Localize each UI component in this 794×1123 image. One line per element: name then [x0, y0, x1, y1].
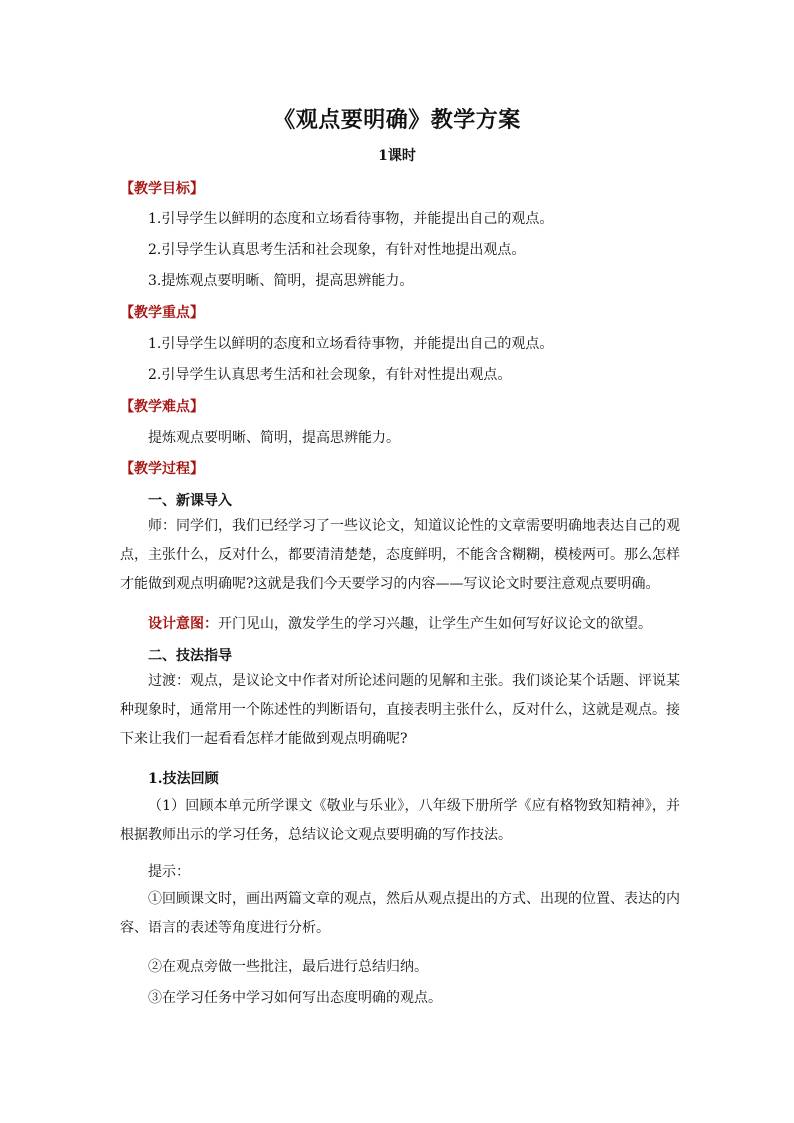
section-header-difficulties: 【教学难点】 [120, 399, 204, 415]
lesson-duration: 1课时 [378, 148, 416, 164]
hint-item-2: ②在观点旁做一些批注，最后进行总结归纳。 [148, 959, 428, 975]
part2-heading: 二、技法指导 [148, 648, 232, 664]
review-task-paragraph: （1）回顾本单元所学课文《敬业与乐业》，八年级下册所学《应有格物致知精神》，并根据教师出示的学习任务，总结议论文观点要明确的写作技法。 [120, 798, 680, 843]
section-header-process: 【教学过程】 [120, 461, 204, 477]
document-title: 《观点要明确》教学方案 [273, 107, 521, 133]
key-point-item-1: 1.引导学生以鲜明的态度和立场看待事物，并能提出自己的观点。 [148, 336, 554, 352]
part2-paragraph: 过渡：观点，是议论文中作者对所论述问题的见解和主张。我们谈论某个话题、评说某种现象时，通常用一个陈述性的判断语句，直接表明主张什么，反对什么，这就是观点。接下来让我们一起看看怎样才能做到观点明确呢? [120, 673, 680, 747]
goal-item-1: 1.引导学生以鲜明的态度和立场看待事物，并能提出自己的观点。 [148, 211, 554, 227]
part1-heading: 一、新课导入 [148, 493, 232, 509]
design-intent-text: 开门见山，激发学生的学习兴趣，让学生产生如何写好议论文的欲望。 [218, 616, 652, 632]
hint-item-1: ①回顾课文时，画出两篇文章的观点，然后从观点提出的方式、出现的位置、表达的内容、语言的表述等角度进行分析。 [120, 891, 680, 936]
design-intent-label: 设计意图： [148, 616, 218, 632]
part2-subheading: 1.技法回顾 [148, 771, 219, 787]
key-point-item-2: 2.引导学生认真思考生活和社会现象，有针对性提出观点。 [148, 367, 512, 383]
hint-label: 提示： [148, 864, 190, 880]
goal-item-3: 3.提炼观点要明晰、简明，提高思辨能力。 [148, 273, 414, 289]
section-header-key-points: 【教学重点】 [120, 305, 204, 321]
part1-paragraph: 师：同学们，我们已经学习了一些议论文，知道议论性的文章需要明确地表达自己的观点，主张什么，反对什么，都要清清楚楚，态度鲜明，不能含含糊糊，模棱两可。那么怎样才能做到观点明确呢?这就是我们今天要学习的内容——写议论文时要注意观点要明确。 [120, 518, 680, 592]
hint-item-3: ③在学习任务中学习如何写出态度明确的观点。 [148, 990, 442, 1006]
design-intent [148, 613, 652, 633]
difficulty-item-1: 提炼观点要明晰、简明，提高思辨能力。 [148, 430, 400, 446]
goal-item-2: 2.引导学生认真思考生活和社会现象，有针对性地提出观点。 [148, 242, 526, 258]
section-header-goals: 【教学目标】 [120, 181, 204, 197]
